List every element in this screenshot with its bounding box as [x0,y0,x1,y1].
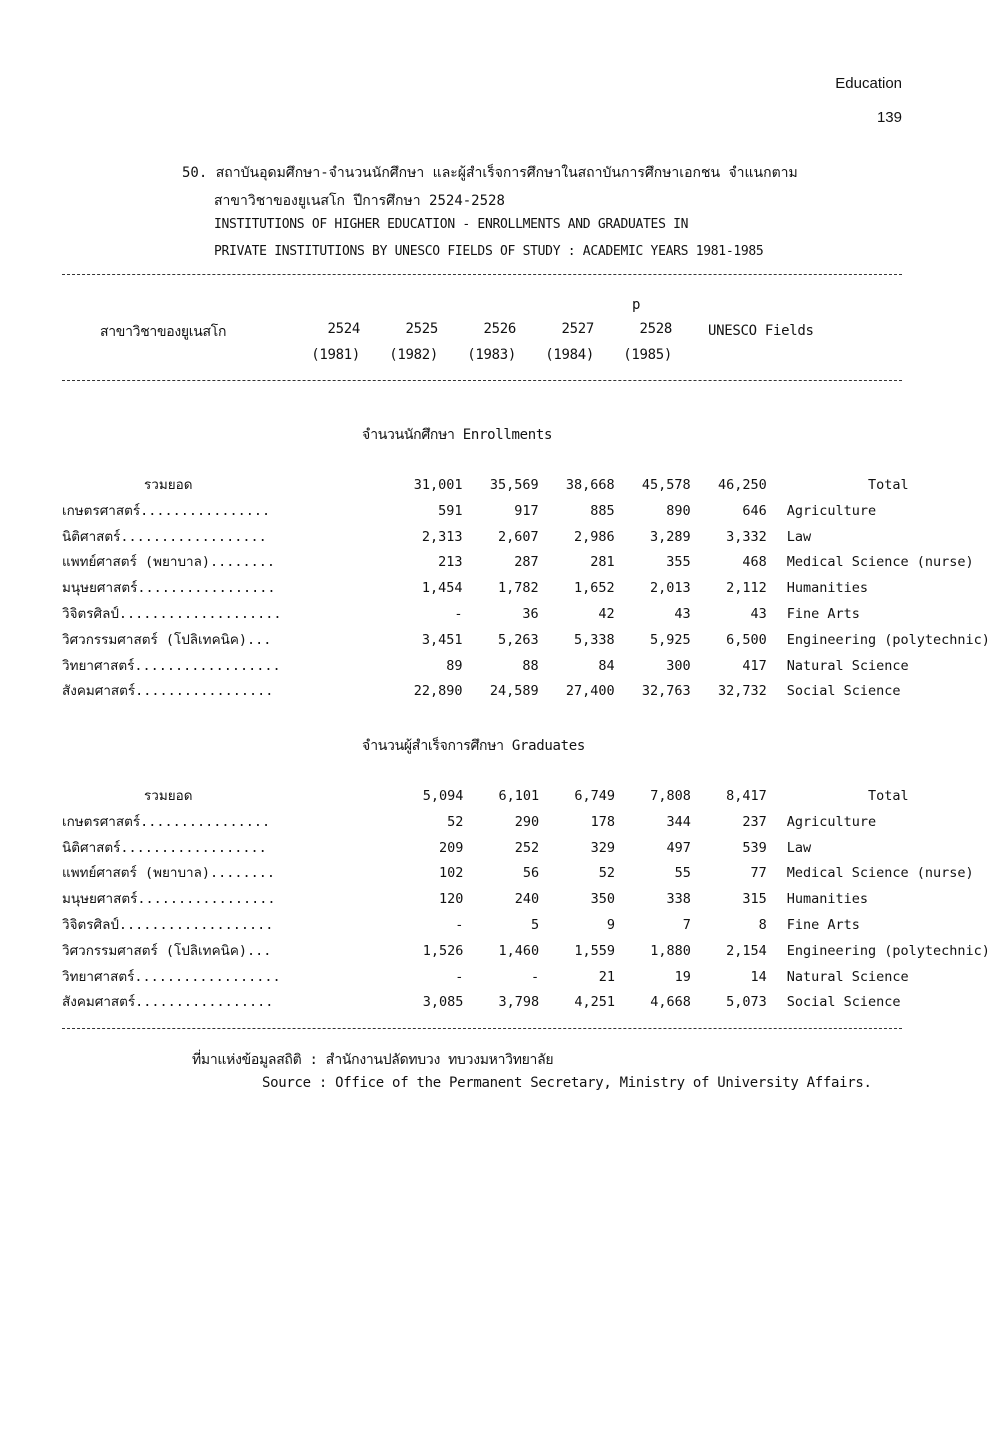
value-cell-year-5: 14 [750,968,767,985]
value-cell-year-2: - [531,968,540,985]
col-header-thai-field: สาขาวิชาของยูเนสโก [100,324,227,340]
row-label-thai: วิทยาศาสตร์.................. [62,968,281,985]
value-cell-year-5: 77 [750,865,767,882]
row-label-thai: วิศวกรรมศาสตร์ (โปลิเทคนิค)... [62,942,272,959]
value-cell-year-1: 5,094 [422,788,464,804]
running-header: Education [835,75,902,92]
value-cell-year-5: 6,500 [726,631,767,648]
value-cell-year-4: 300 [666,657,691,674]
table-row [62,550,990,576]
row-label-en: Fine Arts [786,605,860,622]
enrollments-heading-thai: จำนวนนักศึกษา [362,427,455,443]
value-cell-year-5: 646 [742,502,767,519]
row-label-en: Fine Arts [786,916,860,933]
col-year-ce-2: (1982) [389,347,438,363]
table-number: 50. [182,165,208,181]
table-row [62,887,990,913]
value-cell-year-3: 2,986 [574,528,615,545]
value-cell-year-2: 24,589 [489,683,539,700]
row-label-thai: วิจิตรศิลป์.................... [62,605,282,622]
col-year-ce-5: (1985) [623,347,672,363]
row-label-en: Natural Science [786,968,909,985]
row-label-en: Agriculture [786,502,877,519]
table-row [62,679,990,705]
divider-header [62,380,902,381]
value-cell-year-2: 290 [514,813,540,830]
value-cell-year-1: 1,526 [422,942,464,959]
value-cell-year-2: 5,263 [497,631,539,648]
row-label-thai-total: รวมยอด [144,788,193,804]
value-cell-year-4: 7 [682,916,691,933]
source-english: Source : Office of the Permanent Secretary, Ministry of University Affairs. [262,1075,872,1091]
value-cell-year-4: 1,880 [650,942,691,959]
value-cell-year-2: 252 [514,839,540,856]
divider-top [62,274,902,275]
value-cell-year-3: 84 [598,657,615,674]
col-year-be-3: 2526 [483,321,516,337]
value-cell-year-4: 55 [674,865,691,882]
value-cell-year-1: 1,454 [421,580,463,597]
value-cell-year-4: 7,808 [650,788,691,804]
value-cell-year-4: 355 [666,554,691,571]
prelim-mark: p [632,297,641,313]
value-cell-year-5: 2,112 [726,580,767,597]
row-label-en: Natural Science [786,657,909,674]
value-cell-year-5: 2,154 [726,942,767,959]
value-cell-year-2: 2,607 [497,528,539,545]
value-cell-year-2: 56 [522,865,540,882]
value-cell-year-3: 885 [590,502,615,519]
row-label-thai: นิติศาสตร์.................. [62,839,267,856]
value-cell-year-3: 178 [590,813,616,830]
row-label-thai-total: รวมยอด [144,477,193,493]
row-label-thai: วิทยาศาสตร์.................. [62,657,281,674]
graduates-table [62,784,990,1016]
value-cell-year-1: 591 [438,502,463,519]
row-label-en-total: Total [868,477,909,493]
row-label-en: Humanities [786,580,869,597]
value-cell-year-2: 35,569 [489,477,539,493]
graduates-heading-en: Graduates [511,738,586,754]
row-label-thai: สังคมศาสตร์................. [62,683,274,700]
table-row [62,810,990,836]
row-label-thai: นิติศาสตร์.................. [62,528,267,545]
value-cell-year-5: 32,732 [717,683,767,700]
table-row [62,654,990,680]
value-cell-year-1: 102 [438,865,464,882]
value-cell-year-3: 5,338 [574,631,615,648]
value-cell-year-2: 88 [522,657,539,674]
value-cell-year-1: 120 [438,891,464,908]
value-cell-year-1: 89 [446,657,463,674]
value-cell-year-2: 1,460 [498,942,540,959]
row-label-en: Law [786,528,812,545]
table-row [62,861,990,887]
value-cell-year-4: 890 [666,502,691,519]
value-cell-year-1: 52 [447,813,464,830]
value-cell-year-4: 344 [666,813,691,830]
row-label-thai: เกษตรศาสตร์................ [62,502,271,519]
title-en-1: INSTITUTIONS OF HIGHER EDUCATION - ENROLLMENTS AND GRADUATES IN [214,217,689,232]
value-cell-year-1: 3,451 [421,631,463,648]
value-cell-year-3: 9 [606,916,616,933]
value-cell-year-1: - [455,968,464,985]
value-cell-year-5: 3,332 [726,528,767,545]
row-label-thai: เกษตรศาสตร์................ [62,813,271,830]
table-row [62,525,990,551]
value-cell-year-5: 468 [742,554,767,571]
value-cell-year-4: 5,925 [650,631,691,648]
value-cell-year-3: 1,559 [574,942,616,959]
divider-bottom [62,1028,902,1029]
table-row [62,913,990,939]
value-cell-year-2: 3,798 [498,994,540,1011]
value-cell-year-3: 42 [598,605,615,622]
row-label-thai: วิศวกรรมศาสตร์ (โปลิเทคนิค)... [62,631,272,648]
value-cell-year-4: 32,763 [641,683,691,700]
value-cell-year-3: 27,400 [565,683,615,700]
value-cell-year-4: 3,289 [650,528,691,545]
title-thai-1: สถาบันอุดมศึกษา-จำนวนนักศึกษา และผู้สำเร็จการศึกษาในสถาบันการศึกษาเอกชน จำแนกตาม [215,165,798,181]
value-cell-year-4: 497 [666,839,691,856]
row-label-thai: สังคมศาสตร์................. [62,994,274,1011]
page-number: 139 [876,109,902,126]
value-cell-year-1: 2,313 [421,528,463,545]
table-row [62,836,990,862]
row-label-en: Medical Science (nurse) [786,865,974,882]
value-cell-year-5: 8 [758,916,767,933]
table-row [62,628,990,654]
value-cell-year-3: 38,668 [565,477,615,493]
value-cell-year-4: 4,668 [650,994,691,1011]
col-year-be-5: 2528 [639,321,672,337]
table-row [62,602,990,628]
value-cell-year-2: 917 [514,502,539,519]
row-label-thai: แพทย์ศาสตร์ (พยาบาล)........ [62,865,276,882]
section-heading-graduates [362,735,585,757]
value-cell-year-3: 6,749 [574,788,616,804]
row-label-en-total: Total [868,788,909,804]
value-cell-year-3: 281 [590,554,615,571]
value-cell-year-4: 19 [674,968,691,985]
value-cell-year-1: 31,001 [413,477,463,493]
row-label-thai: แพทย์ศาสตร์ (พยาบาล)........ [62,554,276,571]
enrollments-heading-en: Enrollments [462,427,553,443]
graduates-heading-thai: จำนวนผู้สำเร็จการศึกษา [362,738,504,754]
value-cell-year-4: 338 [666,891,691,908]
table-row [62,473,990,499]
value-cell-year-1: - [455,916,464,933]
title-en-2: PRIVATE INSTITUTIONS BY UNESCO FIELDS OF STUDY : ACADEMIC YEARS 1981-1985 [214,244,764,259]
table-row [62,990,990,1016]
row-label-en: Humanities [786,891,868,908]
value-cell-year-3: 4,251 [574,994,616,1011]
row-label-en: Engineering (polytechnic) [786,631,990,648]
row-label-thai: วิจิตรศิลป์................... [62,916,274,933]
col-year-be-2: 2525 [405,321,438,337]
value-cell-year-1: 213 [438,554,463,571]
row-label-en: Social Science [786,994,901,1011]
value-cell-year-5: 5,073 [726,994,767,1011]
value-cell-year-4: 45,578 [641,477,691,493]
table-row [62,965,990,991]
row-label-en: Social Science [786,683,901,700]
value-cell-year-4: 43 [674,605,691,622]
col-year-ce-1: (1981) [311,347,360,363]
value-cell-year-3: 1,652 [574,580,615,597]
row-label-en: Engineering (polytechnic) [786,942,990,959]
value-cell-year-2: 1,782 [497,580,539,597]
table-row [62,784,990,810]
value-cell-year-3: 52 [598,865,616,882]
row-label-en: Law [786,839,812,856]
value-cell-year-1: 209 [438,839,464,856]
section-heading-enrollments [362,424,552,446]
table-row [62,499,990,525]
value-cell-year-3: 350 [590,891,616,908]
value-cell-year-2: 36 [522,605,539,622]
value-cell-year-3: 329 [590,839,616,856]
value-cell-year-5: 8,417 [726,788,767,804]
value-cell-year-5: 46,250 [717,477,767,493]
value-cell-year-1: 3,085 [422,994,464,1011]
value-cell-year-2: 6,101 [498,788,540,804]
value-cell-year-5: 417 [742,657,767,674]
value-cell-year-2: 240 [514,891,540,908]
enrollments-table [62,473,990,705]
col-year-be-4: 2527 [561,321,594,337]
table-title-thai-line1 [182,162,798,184]
value-cell-year-2: 5 [531,916,540,933]
value-cell-year-4: 2,013 [650,580,691,597]
table-row [62,939,990,965]
row-label-thai: มนุษยศาสตร์................. [62,891,276,908]
row-label-en: Medical Science (nurse) [786,554,974,571]
source-thai: ที่มาแห่งข้อมูลสถิติ : สำนักงานปลัดทบวง ทบวงมหาวิทยาลัย [192,1052,554,1068]
table-row [62,576,990,602]
col-header-unesco-fields: UNESCO Fields [708,323,814,339]
value-cell-year-5: 43 [750,605,767,622]
row-label-en: Agriculture [786,813,877,830]
value-cell-year-3: 21 [598,968,616,985]
value-cell-year-5: 539 [742,839,767,856]
value-cell-year-1: - [454,605,463,622]
row-label-thai: มนุษยศาสตร์................. [62,580,276,597]
value-cell-year-5: 315 [742,891,767,908]
value-cell-year-1: 22,890 [413,683,463,700]
value-cell-year-2: 287 [514,554,539,571]
title-thai-2: สาขาวิชาของยูเนสโก ปีการศึกษา 2524-2528 [214,193,505,209]
col-year-ce-4: (1984) [545,347,594,363]
value-cell-year-5: 237 [742,813,767,830]
col-year-be-1: 2524 [327,321,360,337]
col-year-ce-3: (1983) [467,347,516,363]
